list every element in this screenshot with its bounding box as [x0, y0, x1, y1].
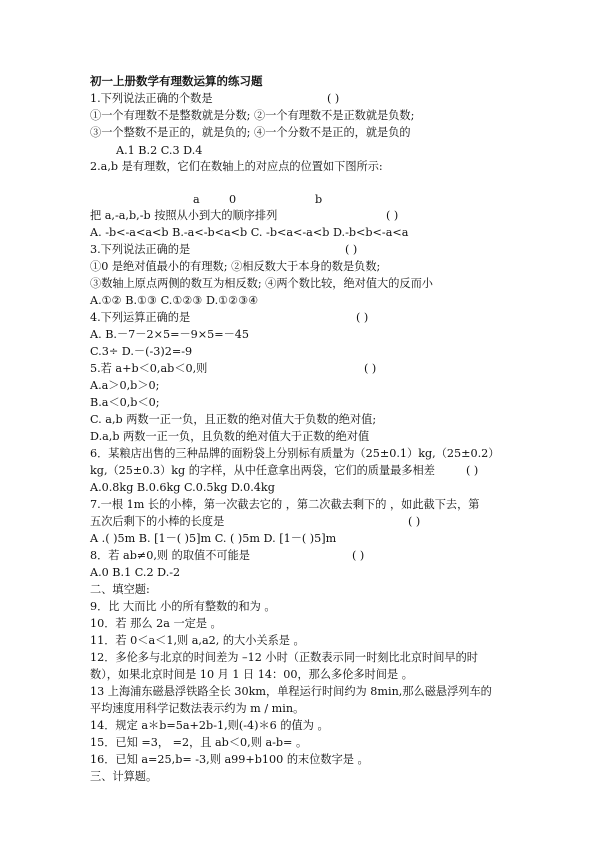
numberline-label-a: a — [193, 193, 200, 206]
fill-q13-line1: 13 上海浦东磁悬浮铁路全长 30km，单程运行时间约为 8min,那么磁悬浮列车的 — [90, 685, 492, 698]
q1-statement-line1: ①一个有理数不是整数就是分数; ②一个有理数不是正数就是负数; — [90, 109, 415, 122]
q4-options-line2: C.3÷ D.－(-3)2=-9 — [90, 345, 193, 358]
q5-option-d: D.a,b 两数一正一负，且负数的绝对值大于正数的绝对值 — [90, 430, 370, 443]
fill-q12-line2: 数），如果北京时间是 10 月 1 日 14：00，那么多伦多时间是 。 — [90, 668, 413, 681]
q1-statement-line2: ③一个整数不是正的，就是负的; ④一个分数不是正的，就是负的 — [90, 126, 411, 139]
q1-stem: 1.下列说法正确的个数是 — [90, 92, 213, 105]
q3-statement-line2: ③数轴上原点两侧的数互为相反数; ④两个数比较，绝对值大的反而小 — [90, 277, 433, 290]
q3-answer-paren: ( ) — [345, 243, 358, 256]
q8-answer-paren: ( ) — [352, 549, 365, 562]
q2-ask: 把 a,-a,b,-b 按照从小到大的顺序排列 — [90, 209, 278, 222]
q7-options: A .( )5m B. [1－( )5]m C. ( )5m D. [1－( )5]m — [90, 532, 337, 545]
fill-q16: 16．已知 a=25,b= -3,则 a99+b100 的末位数字是 。 — [90, 753, 369, 766]
q6-line1: 6．某粮店出售的三种品牌的面粉袋上分别标有质量为（25±0.1）kg,（25±0.2） — [90, 447, 500, 460]
q1-answer-paren: ( ) — [327, 92, 340, 105]
q5-option-a: A.a＞0,b＞0; — [90, 379, 160, 392]
section-fill-in-heading: 二、填空题: — [90, 583, 150, 596]
q5-stem: 5.若 a+b＜0,ab＜0,则 — [90, 362, 208, 375]
fill-q11: 11．若 0＜a＜1,则 a,a2, 的大小关系是 。 — [90, 634, 305, 647]
q5-answer-paren: ( ) — [364, 362, 377, 375]
q8-options: A.0 B.1 C.2 D.-2 — [90, 566, 181, 579]
q5-option-c: C. a,b 两数一正一负，且正数的绝对值大于负数的绝对值; — [90, 413, 377, 426]
q4-options-line1: A. B.－7－2×5=－9×5=－45 — [90, 328, 250, 341]
fill-q15: 15．已知 =3， =2，且 ab＜0,则 a-b= 。 — [90, 736, 308, 749]
section-calculation-heading: 三、计算题。 — [90, 770, 158, 783]
q4-stem: 4.下列运算正确的是 — [90, 311, 191, 324]
q6-line2: kg,（25±0.3）kg 的字样，从中任意拿出两袋，它们的质量最多相差 — [90, 464, 435, 477]
q2-answer-paren: ( ) — [386, 209, 399, 222]
q6-answer-paren: ( ) — [466, 464, 479, 477]
numberline-label-zero: 0 — [229, 193, 237, 206]
q3-options: A.①② B.①③ C.①②③ D.①②③④ — [90, 294, 259, 307]
fill-q10: 10．若 那么 2a 一定是 。 — [90, 617, 222, 630]
q6-options: A.0.8kg B.0.6kg C.0.5kg D.0.4kg — [90, 481, 275, 494]
q2-stem: 2.a,b 是有理数，它们在数轴上的对应点的位置如下图所示: — [90, 160, 383, 173]
q7-answer-paren: ( ) — [408, 515, 421, 528]
q7-line1: 7.一根 1m 长的小棒，第一次截去它的 ，第二次截去剩下的 ，如此截下去，第 — [90, 498, 480, 511]
worksheet-title: 初一上册数学有理数运算的练习题 — [90, 74, 263, 88]
fill-q9: 9．比 大而比 小的所有整数的和为 。 — [90, 600, 276, 613]
numberline-label-b: b — [315, 193, 323, 206]
q7-line2: 五次后剩下的小棒的长度是 — [90, 515, 225, 528]
fill-q14: 14．规定 a＊b=5a+2b-1,则(-4)＊6 的值为 。 — [90, 719, 329, 732]
q5-option-b: B.a＜0,b＜0; — [90, 396, 160, 409]
q1-options: A.1 B.2 C.3 D.4 — [116, 144, 203, 157]
fill-q13-line2: 平均速度用科学记数法表示约为 m / min。 — [90, 702, 305, 715]
fill-q12-line1: 12．多伦多与北京的时间差为 –12 小时（正数表示同一时刻比北京时间早的时 — [90, 651, 478, 664]
q2-options: A. -b<-a<a<b B.-a<-b<a<b C. -b<a<-a<b D.-b<b<-a<a — [90, 226, 409, 239]
q3-statement-line1: ①0 是绝对值最小的有理数; ②相反数大于本身的数是负数; — [90, 260, 381, 273]
q4-answer-paren: ( ) — [356, 311, 369, 324]
q8-stem: 8．若 ab≠0,则 的取值不可能是 — [90, 549, 250, 562]
q3-stem: 3.下列说法正确的是 — [90, 243, 191, 256]
